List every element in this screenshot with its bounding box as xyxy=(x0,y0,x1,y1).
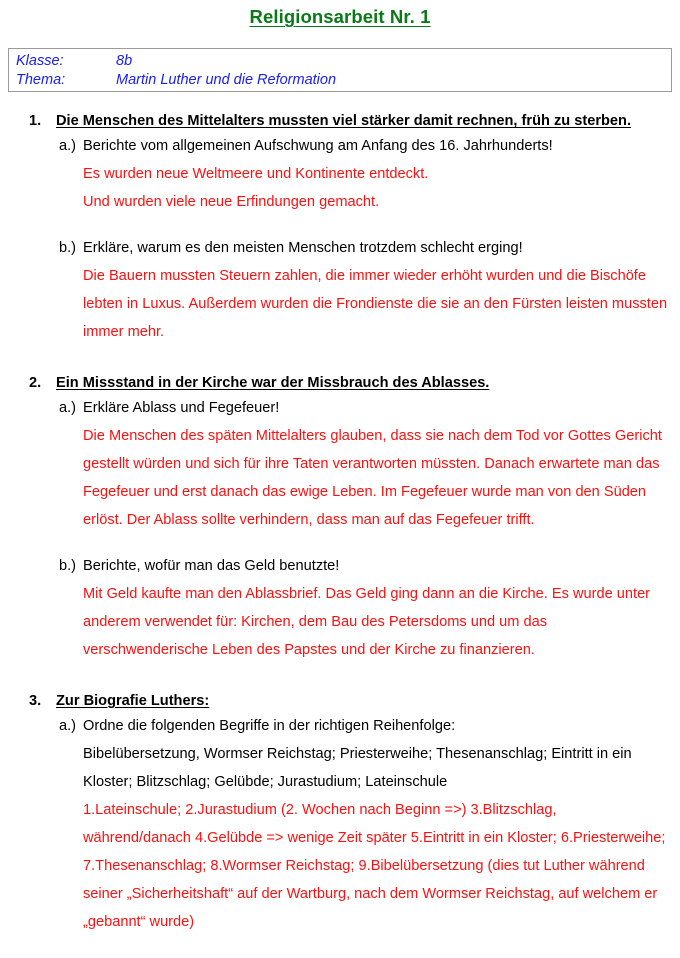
answer-1b: Die Bauern mussten Steuern zahlen, die immer wieder erhöht wurden und die Bischöfe lebten in Luxus. Außerdem wurden die Frondienste die sie an den Fürsten leisten mussten immer mehr. xyxy=(83,268,668,340)
info-value-klasse: 8b xyxy=(116,53,133,69)
sub-letter-1b: b.) xyxy=(59,240,77,256)
question-section-1 xyxy=(0,110,680,346)
info-label-thema: Thema: xyxy=(16,72,66,88)
spacer xyxy=(0,216,680,234)
sub-question-3a xyxy=(0,712,680,740)
page-title: Religionsarbeit Nr. 1 xyxy=(249,6,431,27)
answer-1a-line-1: Es wurden neue Weltmeere und Kontinente entdeckt. xyxy=(83,166,429,182)
answer-1a-line-2: Und wurden viele neue Erfindungen gemacht. xyxy=(83,194,380,210)
worksheet-page xyxy=(0,6,680,958)
sub-letter-1a: a.) xyxy=(59,138,77,154)
question-number-2: 2. xyxy=(29,375,42,391)
question-number-1: 1. xyxy=(29,113,42,129)
info-row-klasse xyxy=(16,52,671,71)
sub-question-1a xyxy=(0,132,680,160)
question-section-2 xyxy=(0,372,680,664)
sub-question-2b xyxy=(0,552,680,580)
info-label-klasse: Klasse: xyxy=(16,53,64,69)
spacer xyxy=(0,534,680,552)
answer-2a: Die Menschen des späten Mittelalters glauben, dass sie nach dem Tod vor Gottes Gericht gestellt würden und sich für ihre Taten verantworten müssten. Danach erwartete man das Fegefeuer und erst danach das ewige Leben. Im Fegefeuer wurde man von den Süden erlöst. Der Ablass sollte verhindern, dass man auf das Fegefeuer trifft. xyxy=(83,428,662,528)
spacer xyxy=(0,346,680,372)
sub-prompt-1a: Berichte vom allgemeinen Aufschwung am Anfang des 16. Jahrhunderts! xyxy=(83,138,553,154)
question-heading-text-3: Zur Biografie Luthers: xyxy=(56,693,210,709)
question-heading-2 xyxy=(0,372,680,394)
worksheet-content xyxy=(0,110,680,936)
sub-question-1b xyxy=(0,234,680,262)
sub-prompt-3a-terms: Bibelübersetzung, Wormser Reichstag; Priesterweihe; Thesenanschlag; Eintritt in ein Kloster; Blitzschlag; Gelübde; Jurastudium; Lateinschule xyxy=(83,746,632,790)
answer-2b: Mit Geld kaufte man den Ablassbrief. Das Geld ging dann an die Kirche. Es wurde unter anderem verwendet für: Kirchen, dem Bau des Petersdoms und um das verschwenderische Leben des Papstes und der Kirche zu finanzieren. xyxy=(83,586,651,658)
sub-letter-2b: b.) xyxy=(59,558,77,574)
question-heading-1 xyxy=(0,110,680,132)
info-value-thema: Martin Luther und die Reformation xyxy=(116,72,337,88)
question-heading-text-1: Die Menschen des Mittelalters mussten viel stärker damit rechnen, früh zu sterben. xyxy=(56,113,632,129)
info-row-thema xyxy=(16,71,671,90)
sub-prompt-2b: Berichte, wofür man das Geld benutzte! xyxy=(83,558,340,574)
answer-3a: 1.Lateinschule; 2.Jurastudium (2. Wochen nach Beginn =>) 3.Blitzschlag, während/danach 4.Gelübde => wenige Zeit später 5.Eintritt in ein Kloster; 6.Priesterweihe; 7.Thesenanschlag; 8.Wormser Reichstag; 9.Bibelübersetzung (dies tut Luther während seiner „Sicherheitshaft“ auf der Wartburg, nach dem Wormser Reichstag, auf welchem er „gebannt“ wurde) xyxy=(83,802,666,930)
sub-prompt-2a: Erkläre Ablass und Fegefeuer! xyxy=(83,400,280,416)
question-number-3: 3. xyxy=(29,693,42,709)
spacer xyxy=(0,664,680,690)
sub-prompt-3a: Ordne die folgenden Begriffe in der richtigen Reihenfolge: xyxy=(83,718,456,734)
sub-question-2a xyxy=(0,394,680,422)
question-section-3 xyxy=(0,690,680,936)
sub-letter-3a: a.) xyxy=(59,718,77,734)
question-heading-3 xyxy=(0,690,680,712)
question-heading-text-2: Ein Missstand in der Kirche war der Missbrauch des Ablasses. xyxy=(56,375,490,391)
sub-letter-2a: a.) xyxy=(59,400,77,416)
info-box xyxy=(8,48,672,92)
sub-prompt-1b: Erkläre, warum es den meisten Menschen trotzdem schlecht erging! xyxy=(83,240,523,256)
